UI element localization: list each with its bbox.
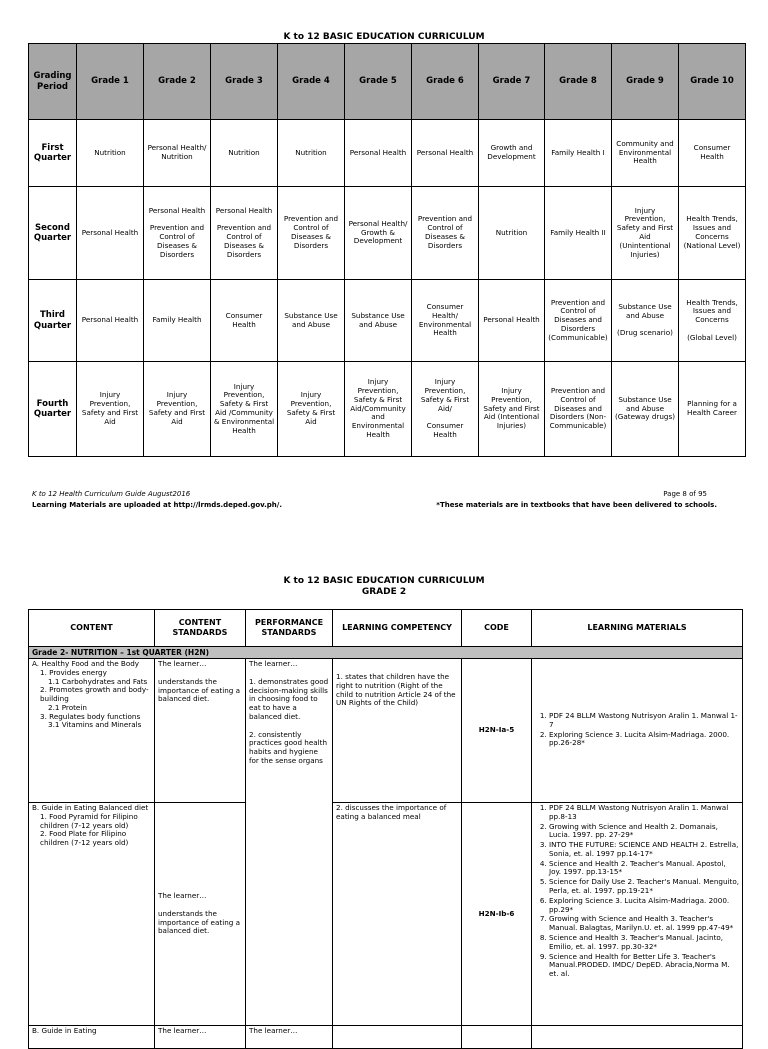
materials-cell (532, 803, 743, 1026)
topic-cell: Substance Use and Abuse (345, 280, 412, 362)
topic-cell: Injury Prevention, Safety and First Aid (Intentional Injuries) (479, 362, 545, 457)
topic-cell: Personal Health (479, 280, 545, 362)
learning-material-item: 9. Science and Health for Better Life 3. Teacher's Manual.PRODED. IMDC/ DepED. Abracia,Norma M. et. al. (549, 953, 739, 979)
quarter-row (29, 362, 746, 457)
quarter-label: Second Quarter (29, 187, 77, 280)
learning-material-item: 6. Exploring Science 3. Lucita Alsim-Madriaga. 2000. pp.29* (549, 897, 739, 915)
table-row (29, 1026, 743, 1049)
grade-header: Grade 7 (479, 44, 545, 120)
performance-standard-cell: The learner… (246, 1026, 333, 1049)
topic-cell: Health Trends, Issues and Concerns (Global Level) (679, 280, 746, 362)
topic-cell: Personal Health/ Growth & Development (345, 187, 412, 280)
column-header: CONTENT (29, 610, 155, 647)
performance-standard-cell: The learner… 1. demonstrates good decision-making skills in choosing food to eat to have a balanced diet. 2. consistently practices good health habits and hygiene for the sense organs (246, 659, 333, 1026)
topic-cell: Injury Prevention, Safety and First Aid (77, 362, 144, 457)
topic-cell: Nutrition (211, 120, 278, 187)
materials-cell (532, 1026, 743, 1049)
topic-cell: Personal Health (77, 280, 144, 362)
topic-cell: Injury Prevention, Safety & First Aid/Community and Environmental Health (345, 362, 412, 457)
grade-header: Grade 2 (144, 44, 211, 120)
topic-cell: Personal Health (77, 187, 144, 280)
table-row (29, 803, 743, 1026)
topic-cell: Prevention and Control of Diseases & Disorders (278, 187, 345, 280)
topic-cell: Injury Prevention, Safety & First Aid (278, 362, 345, 457)
grade-header: Grade 9 (612, 44, 679, 120)
quarter-row (29, 187, 746, 280)
learning-material-item: 5. Science for Daily Use 2. Teacher's Manual. Menguito, Perla, et. al. 1997. pp.19-21* (549, 878, 739, 896)
quarter-label: Third Quarter (29, 280, 77, 362)
learning-material-item: 3. INTO THE FUTURE: SCIENCE AND HEALTH 2. Estrella, Sonia, et. al. 1997 pp.14-17* (549, 841, 739, 859)
grading-period-header: Grading Period (29, 44, 77, 120)
topic-cell: Substance Use and Abuse (278, 280, 345, 362)
competency-cell: 1. states that children have the right to nutrition (Right of the child to nutrition Article 24 of the UN Rights of the Child) (333, 659, 462, 803)
quarter-label: First Quarter (29, 120, 77, 187)
code-cell (462, 1026, 532, 1049)
column-header: PERFORMANCE STANDARDS (246, 610, 333, 647)
topic-cell: Personal Health (412, 120, 479, 187)
topic-cell: Health Trends, Issues and Concerns (National Level) (679, 187, 746, 280)
curriculum-table (28, 609, 743, 1049)
table-header-row (29, 44, 746, 120)
topic-cell: Consumer Health (211, 280, 278, 362)
topic-cell: Nutrition (479, 187, 545, 280)
learning-material-item: 1. PDF 24 BLLM Wastong Nutrisyon Aralin 1. Manwal pp.8-13 (549, 804, 739, 822)
topic-cell: Substance Use and Abuse (Drug scenario) (612, 280, 679, 362)
grade-header: Grade 1 (77, 44, 144, 120)
column-header: CONTENT STANDARDS (155, 610, 246, 647)
quarter-label: Fourth Quarter (29, 362, 77, 457)
topic-cell: Family Health II (545, 187, 612, 280)
competency-cell (333, 1026, 462, 1049)
content-standard-cell: The learner… understands the importance of eating a balanced diet. (155, 803, 246, 1026)
topic-cell: Nutrition (278, 120, 345, 187)
table-row (29, 659, 743, 803)
topic-cell: Prevention and Control of Diseases and Disorders (Non-Communicable) (545, 362, 612, 457)
learning-material-item: 8. Science and Health 3. Teacher's Manual. Jacinto, Emilio, et. al. 1997. pp.30-32* (549, 934, 739, 952)
column-header: CODE (462, 610, 532, 647)
quarter-row (29, 280, 746, 362)
topic-cell: Prevention and Control of Diseases and Disorders (Communicable) (545, 280, 612, 362)
textbook-note: *These materials are in textbooks that have been delivered to schools. (436, 501, 717, 509)
topic-cell: Injury Prevention, Safety and First Aid (Unintentional Injuries) (612, 187, 679, 280)
footer-guide: K to 12 Health Curriculum Guide August2016 (32, 490, 191, 498)
code-cell: H2N-Ib-6 (462, 803, 532, 1026)
topic-cell: Personal Health/ Nutrition (144, 120, 211, 187)
topic-cell: Injury Prevention, Safety and First Aid (144, 362, 211, 457)
content-cell: A. Healthy Food and the Body 1. Provides energy 1.1 Carbohydrates and Fats 2. Promotes growth and body-building 2.1 Protein 3. Regulates body functions 3.1 Vitamins and Minerals (29, 659, 155, 803)
topic-cell: Personal Health Prevention and Control of Diseases & Disorders (144, 187, 211, 280)
grade-header: Grade 10 (679, 44, 746, 120)
quarter-row (29, 120, 746, 187)
content-cell: B. Guide in Eating Balanced diet 1. Food Pyramid for Filipino children (7-12 years old) 2. Food Plate for Filipino children (7-12 years old) (29, 803, 155, 1026)
grade-header: Grade 4 (278, 44, 345, 120)
topic-cell: Personal Health (345, 120, 412, 187)
topic-cell: Consumer Health (679, 120, 746, 187)
topic-cell: Family Health (144, 280, 211, 362)
grade-header: Grade 8 (545, 44, 612, 120)
topic-cell: Injury Prevention, Safety & First Aid/ Consumer Health (412, 362, 479, 457)
competency-cell: 2. discusses the importance of eating a balanced meal (333, 803, 462, 1026)
learning-material-item: 7. Growing with Science and Health 3. Teacher's Manual. Balagtas, Marilyn.U. et. al. 1999 pp.47-49* (549, 915, 739, 933)
topic-cell: Substance Use and Abuse (Gateway drugs) (612, 362, 679, 457)
learning-material-item: 2. Growing with Science and Health 2. Domanais, Lucia. 1997. pp. 27-29* (549, 823, 739, 841)
content-standard-cell: The learner… understands the importance of eating a balanced diet. (155, 659, 246, 803)
topic-cell: Nutrition (77, 120, 144, 187)
code-cell: H2N-Ia-5 (462, 659, 532, 803)
topic-cell: Growth and Development (479, 120, 545, 187)
topic-cell: Injury Prevention, Safety & First Aid /Community & Environmental Health (211, 362, 278, 457)
topic-cell: Community and Environmental Health (612, 120, 679, 187)
grade-header: Grade 3 (211, 44, 278, 120)
curriculum-title: K to 12 BASIC EDUCATION CURRICULUM (283, 576, 485, 586)
footer-lm-link[interactable]: Learning Materials are uploaded at http://lrmds.deped.gov.ph/. (32, 501, 283, 509)
topic-cell: Prevention and Control of Diseases & Disorders (412, 187, 479, 280)
grade-header: Grade 6 (412, 44, 479, 120)
column-header: LEARNING COMPETENCY (333, 610, 462, 647)
column-header: LEARNING MATERIALS (532, 610, 743, 647)
page-number: Page 8 of 95 (663, 490, 707, 498)
topic-cell: Personal Health Prevention and Control of Diseases & Disorders (211, 187, 278, 280)
content-cell: B. Guide in Eating (29, 1026, 155, 1049)
topic-cell: Consumer Health/ Environmental Health (412, 280, 479, 362)
page-title: K to 12 BASIC EDUCATION CURRICULUM (283, 32, 485, 42)
grading-period-table (28, 43, 746, 457)
quarter-band: Grade 2- NUTRITION – 1st QUARTER (H2N) (29, 647, 743, 659)
learning-material-item: 4. Science and Health 2. Teacher's Manual. Apostol, Joy. 1997. pp.13-15* (549, 860, 739, 878)
grade-header: Grade 5 (345, 44, 412, 120)
curriculum-header-row (29, 610, 743, 647)
topic-cell: Planning for a Health Career (679, 362, 746, 457)
materials-cell: 1. PDF 24 BLLM Wastong Nutrisyon Aralin 1. Manwal 1-7 2. Exploring Science 3. Lucita Alsim-Madriaga. 2000. pp.26-28* (532, 659, 743, 803)
content-standard-cell: The learner… (155, 1026, 246, 1049)
topic-cell: Family Health I (545, 120, 612, 187)
grade-subtitle: GRADE 2 (361, 587, 407, 597)
